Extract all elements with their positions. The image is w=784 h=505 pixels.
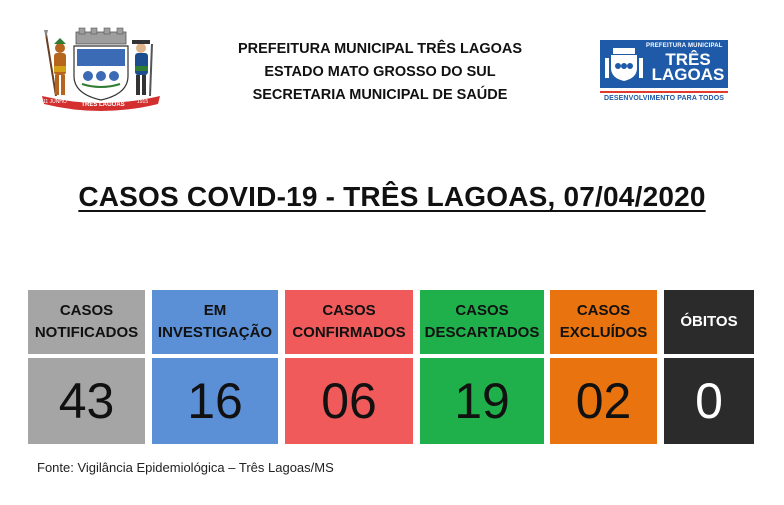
stat-confirmados bbox=[285, 290, 413, 429]
brand-logo bbox=[600, 40, 728, 88]
crest-left-figure bbox=[44, 30, 66, 96]
stat-obitos bbox=[664, 290, 754, 429]
stat-header bbox=[550, 290, 657, 354]
stat-excluidos bbox=[550, 290, 657, 429]
brand-small-text: PREFEITURA MUNICIPAL bbox=[646, 43, 723, 49]
header-line-1: PREFEITURA MUNICIPAL TRÊS LAGOAS bbox=[237, 41, 523, 57]
header-block bbox=[200, 38, 560, 107]
stat-header bbox=[664, 290, 754, 354]
stat-label-line-2: CONFIRMADOS bbox=[292, 324, 406, 341]
stat-label-line-1: CASOS bbox=[59, 302, 114, 319]
stat-value: 16 bbox=[152, 358, 278, 444]
crest-right-text: 1915 bbox=[137, 99, 149, 105]
crest-left-text: 11 JUNHO bbox=[43, 99, 67, 105]
header-line-2: ESTADO MATO GROSSO DO SUL bbox=[264, 64, 496, 80]
page-title bbox=[0, 181, 784, 213]
crest-right-figure bbox=[132, 40, 152, 96]
stat-value: 02 bbox=[550, 358, 657, 444]
brand-divider bbox=[600, 91, 728, 93]
source-note: Fonte: Vigilância Epidemiológica – Três Lagoas/MS bbox=[37, 460, 334, 475]
stat-label-line-2: NOTIFICADOS bbox=[34, 324, 139, 341]
stat-header bbox=[152, 290, 278, 354]
brand-name bbox=[650, 52, 726, 82]
stat-descartados bbox=[420, 290, 544, 429]
stat-header bbox=[28, 290, 145, 354]
header-line-3: SECRETARIA MUNICIPAL DE SAÚDE bbox=[252, 87, 508, 103]
stat-value: 0 bbox=[664, 358, 754, 444]
stat-label-line-2: DESCARTADOS bbox=[424, 324, 540, 341]
stat-label-line-1: CASOS bbox=[322, 302, 376, 319]
brand-word-2: LAGOAS bbox=[651, 65, 725, 84]
crest-ribbon-text: TRÊS LAGOAS bbox=[81, 102, 125, 108]
stat-value: 43 bbox=[28, 358, 145, 444]
stat-label-line-1: CASOS bbox=[455, 302, 509, 319]
stat-label-line-2: INVESTIGAÇÃO bbox=[157, 324, 273, 341]
stat-label-line-1: CASOS bbox=[576, 302, 631, 319]
stat-label-line-2: EXCLUÍDOS bbox=[559, 324, 648, 341]
brand-tagline: DESENVOLVIMENTO PARA TODOS bbox=[603, 95, 725, 102]
city-emblem-icon bbox=[605, 46, 643, 82]
stat-value: 06 bbox=[285, 358, 413, 444]
page-title-text: CASOS COVID-19 - TRÊS LAGOAS, 07/04/2020 bbox=[78, 181, 706, 212]
stat-header bbox=[285, 290, 413, 354]
stat-header bbox=[420, 290, 544, 354]
stat-value: 19 bbox=[420, 358, 544, 444]
stat-label-line-1: EM bbox=[203, 302, 227, 319]
brand-word-1: TRÊS bbox=[665, 50, 711, 69]
stat-label-line-1: ÓBITOS bbox=[680, 313, 738, 330]
stat-notificados bbox=[28, 290, 145, 429]
stat-em-investigacao bbox=[152, 290, 278, 429]
